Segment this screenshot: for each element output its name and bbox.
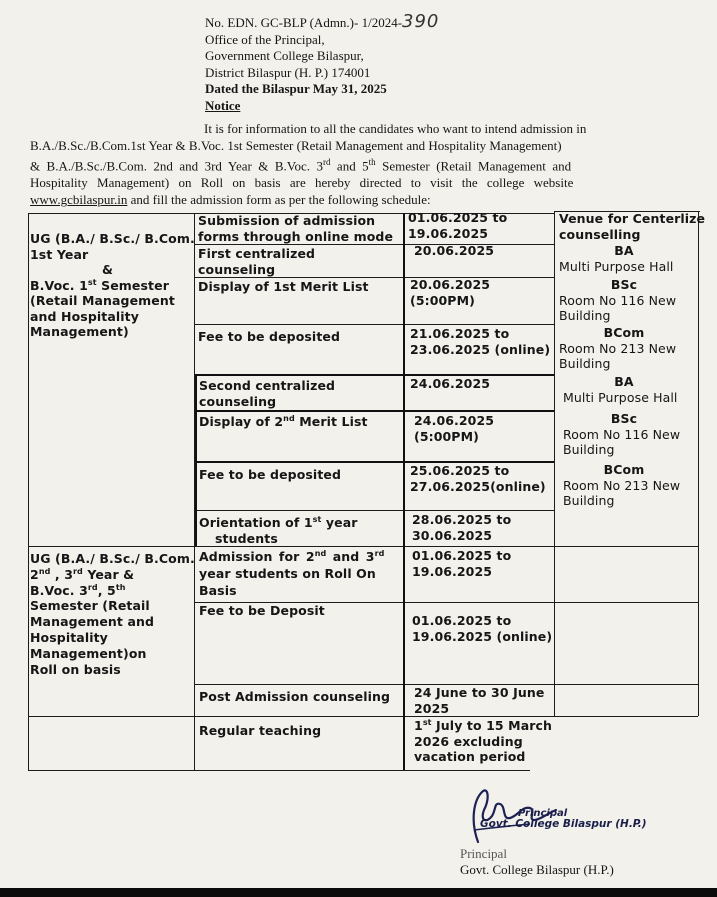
college-line: Government College Bilaspur,	[205, 48, 364, 63]
notice-title: Notice	[205, 97, 241, 113]
row-first-counseling-venue: BA Multi Purpose Hall	[559, 243, 674, 274]
row-fee-2-activity: Fee to be deposited	[199, 467, 342, 482]
row-first-merit-venue: BSc Room No 116 New Building	[559, 277, 677, 323]
reference-number: No. EDN. GC-BLP (Admn.)- 1/2024-390	[205, 11, 440, 32]
signatory-block: Principal Govt. College Bilaspur (H.P.)	[460, 846, 614, 877]
venue-header: Venue for Centerlize counselling	[559, 211, 706, 242]
bottom-edge	[0, 888, 717, 897]
row-second-counseling-date: 24.06.2025	[410, 376, 491, 391]
row-orientation-activity: Orientation of 1st year students	[199, 514, 358, 546]
row-post-admission-dates: 24 June to 30 June 2025	[414, 685, 545, 716]
row-submission-activity: Submission of admission forms through online mode	[198, 213, 394, 244]
row-first-counseling-activity: First centralized counseling	[198, 246, 316, 277]
intro-line-3: & B.A./B.Sc./B.Com. 2nd and 3rd Year & B.Voc. 3rd and 5th Semester (Retail Management and	[30, 157, 572, 174]
row-roll-on-admission-dates: 01.06.2025 to 19.06.2025	[412, 548, 512, 579]
row-first-counseling-date: 20.06.2025	[414, 243, 495, 258]
row-roll-on-admission-activity: Admission for 2nd and 3rd year students on Roll On Basis	[199, 548, 385, 598]
row-second-merit-venue: BSc Room No 116 New Building	[563, 411, 681, 457]
row-second-counseling-venue: BA Multi Purpose Hall	[563, 374, 678, 405]
intro-line-2: B.A./B.Sc./B.Com.1st Year & B.Voc. 1st Semester (Retail Management and Hospitality Management)	[30, 138, 562, 153]
date-line: Dated the Bilaspur May 31, 2025	[205, 81, 387, 96]
row-second-counseling-activity: Second centralized counseling	[199, 378, 336, 409]
handwritten-number: 390	[402, 11, 440, 32]
row-fee-1-venue: BCom Room No 213 New Building	[559, 325, 677, 371]
group-1st-year: UG (B.A./ B.Sc./ B.Com. 1st Year & B.Voc. 1st Semester (Retail Management and Hospitality Management)	[30, 231, 195, 339]
row-regular-teaching-activity: Regular teaching	[199, 723, 322, 738]
stamp-principal: Principal	[518, 808, 568, 819]
row-submission-dates: 01.06.2025 to 19.06.2025	[408, 210, 508, 241]
stamp-college: Govt. College Bilaspur (H.P.)	[480, 818, 647, 830]
row-orientation-dates: 28.06.2025 to 30.06.2025	[412, 512, 512, 543]
row-regular-teaching-dates: 1st July to 15 March 2026 excluding vacation period	[414, 717, 553, 764]
office-line: Office of the Principal,	[205, 31, 325, 47]
row-post-admission-activity: Post Admission counseling	[199, 689, 391, 704]
district-line: District Bilaspur (H. P.) 174001	[205, 64, 371, 80]
row-fee-2-dates: 25.06.2025 to 27.06.2025(online)	[410, 463, 546, 494]
row-first-merit-activity: Display of 1st Merit List	[198, 279, 369, 294]
row-fee-1-activity: Fee to be deposited	[198, 329, 341, 344]
row-fee-deposit-activity: Fee to be Deposit	[199, 603, 325, 618]
row-second-merit-dates: 24.06.2025 (5:00PM)	[414, 413, 495, 444]
intro-line-4: Hospitality Management) on Roll on basis are hereby directed to visit the college website	[30, 175, 574, 191]
website-link[interactable]: www.gcbilaspur.in	[30, 192, 128, 208]
row-fee-1-dates: 21.06.2025 to 23.06.2025 (online)	[410, 326, 551, 357]
row-first-merit-dates: 20.06.2025 (5:00PM)	[410, 277, 491, 308]
intro-line-1: It is for information to all the candidates who want to intend admission in	[204, 121, 587, 136]
group-2nd-3rd-year: UG (B.A./ B.Sc./ B.Com. 2nd , 3rd Year & B.Voc. 3rd, 5th Semester (Retail Management and Hospitality Management)on Roll on basis	[30, 551, 195, 677]
row-fee-deposit-dates: 01.06.2025 to 19.06.2025 (online)	[412, 613, 553, 644]
row-fee-2-venue: BCom Room No 213 New Building	[563, 462, 681, 508]
intro-line-5: www.gcbilaspur.in and fill the admission form as per the following schedule:	[30, 192, 431, 208]
row-second-merit-activity: Display of 2nd Merit List	[199, 413, 368, 429]
